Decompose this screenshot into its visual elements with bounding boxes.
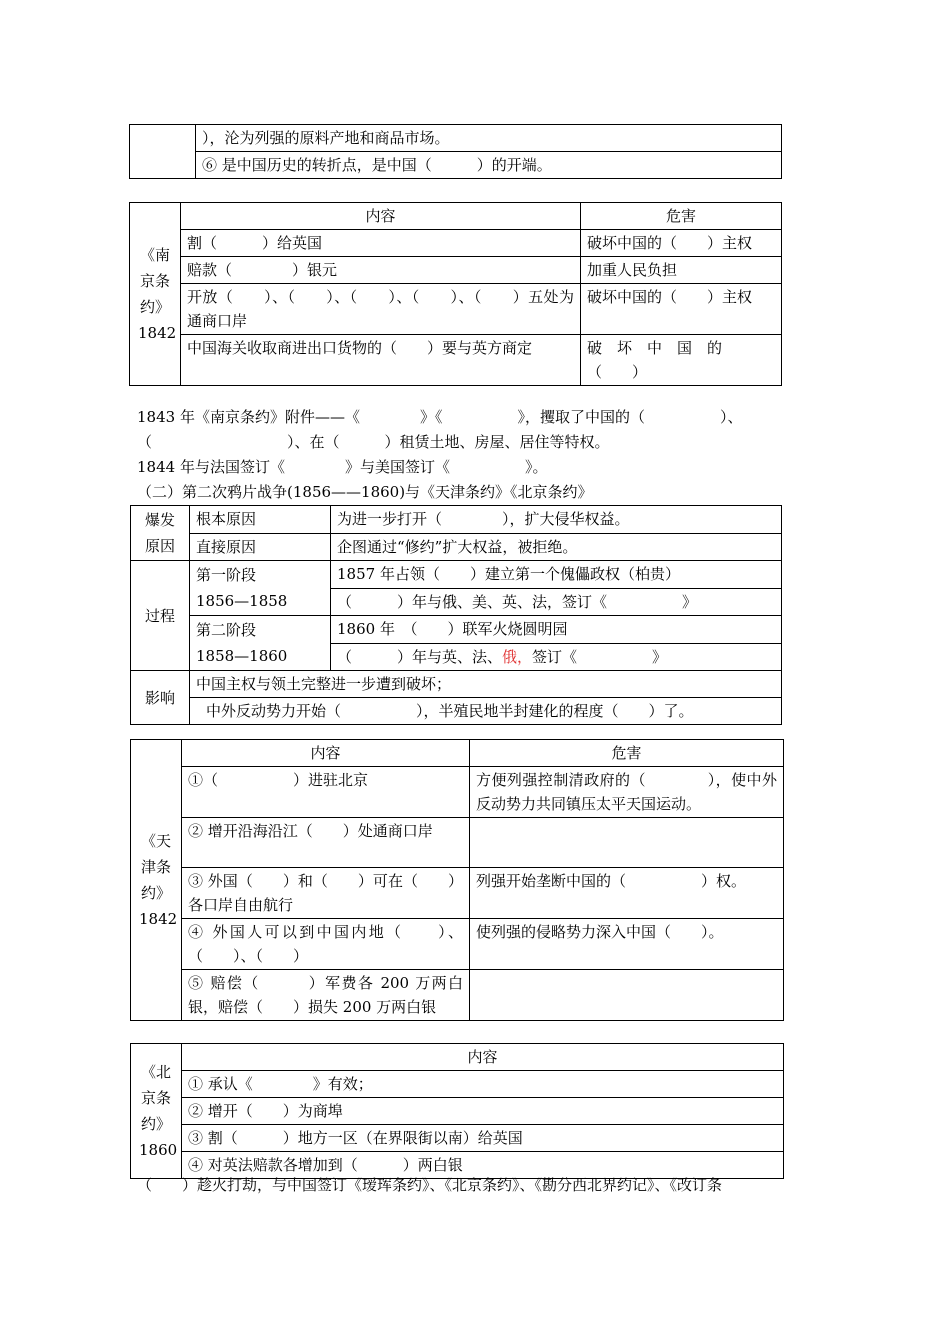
continuation-side-cell bbox=[130, 125, 196, 179]
nanjing-header-harm: 危害 bbox=[581, 203, 782, 230]
section-heading: （二）第二次鸦片战争(1856——1860)与《天津条约》《北京条约》 bbox=[137, 483, 593, 501]
paragraph-line-3: 1844 年与法国签订《 》与美国签订《 》。 bbox=[137, 458, 548, 476]
tianjin-content-2: ② 增开沿海沿江（ ）处通商口岸 bbox=[182, 818, 470, 868]
tianjin-harm-4: 使列强的侵略势力深入中国（ ）。 bbox=[470, 919, 784, 970]
nanjing-content-2: 赔款（ ）银元 bbox=[181, 257, 581, 284]
beijing-side-label: 《北京条约》1860 bbox=[131, 1044, 182, 1179]
nanjing-content-4: 中国海关收取商进出口货物的（ ）要与英方商定 bbox=[181, 335, 581, 386]
stage-2-text-2 bbox=[331, 643, 782, 671]
direct-cause-text: 企图通过“修约”扩大权益，被拒绝。 bbox=[331, 533, 782, 561]
tianjin-content-3: ③ 外国（ ）和（ ）可在（ ）各口岸自由航行 bbox=[182, 868, 470, 919]
root-cause-label: 根本原因 bbox=[190, 506, 331, 534]
tianjin-harm-3: 列强开始垄断中国的（ ）权。 bbox=[470, 868, 784, 919]
nanjing-header-content: 内容 bbox=[181, 203, 581, 230]
direct-cause-label: 直接原因 bbox=[190, 533, 331, 561]
paragraph-line-1: 1843 年《南京条约》附件——《 》《 》，攫取了中国的（ ）、 bbox=[137, 408, 743, 426]
beijing-treaty-table bbox=[130, 1043, 784, 1179]
tianjin-header-content: 内容 bbox=[182, 740, 470, 767]
paragraph-line-2: （ ）、在（ ）租赁土地、房屋、居住等特权。 bbox=[137, 433, 610, 451]
nanjing-harm-3: 破坏中国的（ ）主权 bbox=[581, 284, 782, 335]
root-cause-text: 为进一步打开（ ），扩大侵华权益。 bbox=[331, 506, 782, 534]
cause-label: 爆发原因 bbox=[131, 506, 190, 561]
tianjin-harm-2 bbox=[470, 818, 784, 868]
footer-line: （ ）趁火打劫，与中国签订《瑷珲条约》、《北京条约》、《勘分西北界约记》、《改订条 bbox=[137, 1176, 723, 1194]
stage-2-text-1: 1860 年 （ ）联军火烧圆明园 bbox=[331, 616, 782, 644]
tianjin-harm-1: 方便列强控制清政府的（ ），使中外反动势力共同镇压太平天国运动。 bbox=[470, 767, 784, 818]
stage-2-name: 第二阶段 bbox=[196, 621, 257, 639]
stage-1-years: 1856—1858 bbox=[196, 592, 288, 610]
nanjing-harm-2: 加重人民负担 bbox=[581, 257, 782, 284]
stage-1-label bbox=[190, 561, 331, 616]
beijing-content-4: ④ 对英法赔款各增加到（ ）两白银 bbox=[182, 1152, 784, 1179]
nanjing-content-1: 割（ ）给英国 bbox=[181, 230, 581, 257]
impact-text-2: 中外反动势力开始（ ），半殖民地半封建化的程度（ ）了。 bbox=[190, 698, 782, 725]
continuation-row-2: ⑥ 是中国历史的转折点，是中国（ ）的开端。 bbox=[196, 152, 782, 179]
tianjin-content-5: ⑤ 赔偿（ ）军费各 200 万两白银，赔偿（ ）损失 200 万两白银 bbox=[182, 970, 470, 1021]
beijing-header-content: 内容 bbox=[182, 1044, 784, 1071]
nanjing-content-3: 开放（ ）、（ ）、（ ）、（ ）、（ ）五处为通商口岸 bbox=[181, 284, 581, 335]
stage-1-text-1: 1857 年占领（ ）建立第一个傀儡政权（柏贵） bbox=[331, 561, 782, 589]
stage-1-name: 第一阶段 bbox=[196, 566, 257, 584]
impact-text-1: 中国主权与领土完整进一步遭到破坏； bbox=[190, 671, 782, 698]
nanjing-harm-4: 破 坏 中 国 的 （ ） bbox=[581, 335, 782, 386]
tianjin-treaty-table bbox=[130, 739, 784, 1021]
process-label: 过程 bbox=[131, 561, 190, 671]
tianjin-harm-5 bbox=[470, 970, 784, 1021]
nanjing-harm-1: 破坏中国的（ ）主权 bbox=[581, 230, 782, 257]
tianjin-content-4: ④ 外国人可以到中国内地（ ）、（ ）、（ ） bbox=[182, 919, 470, 970]
nanjing-treaty-table bbox=[129, 202, 782, 386]
stage-2-label bbox=[190, 616, 331, 671]
stage-2-text-2a: （ ）年与英、法、 bbox=[337, 647, 503, 666]
stage-1-text-2: （ ）年与俄、美、英、法，签订《 》 bbox=[331, 588, 782, 616]
stage-2-text-2b: 签订《 》 bbox=[532, 647, 668, 666]
tianjin-side-label: 《天津条约》1842 bbox=[131, 740, 182, 1021]
stage-2-text-2-red: 俄， bbox=[502, 647, 533, 666]
tianjin-content-1: ①（ ）进驻北京 bbox=[182, 767, 470, 818]
nanjing-side-label: 《南京条约》1842 bbox=[130, 203, 181, 386]
beijing-content-3: ③ 割（ ）地方一区（在界限街以南）给英国 bbox=[182, 1125, 784, 1152]
beijing-content-2: ② 增开（ ）为商埠 bbox=[182, 1098, 784, 1125]
beijing-content-1: ① 承认《 》有效； bbox=[182, 1071, 784, 1098]
continuation-table bbox=[129, 124, 782, 179]
continuation-row-1: ），沦为列强的原料产地和商品市场。 bbox=[196, 125, 782, 152]
tianjin-header-harm: 危害 bbox=[470, 740, 784, 767]
impact-label: 影响 bbox=[131, 671, 190, 725]
second-opium-war-table bbox=[130, 505, 782, 725]
stage-2-years: 1858—1860 bbox=[196, 647, 288, 665]
